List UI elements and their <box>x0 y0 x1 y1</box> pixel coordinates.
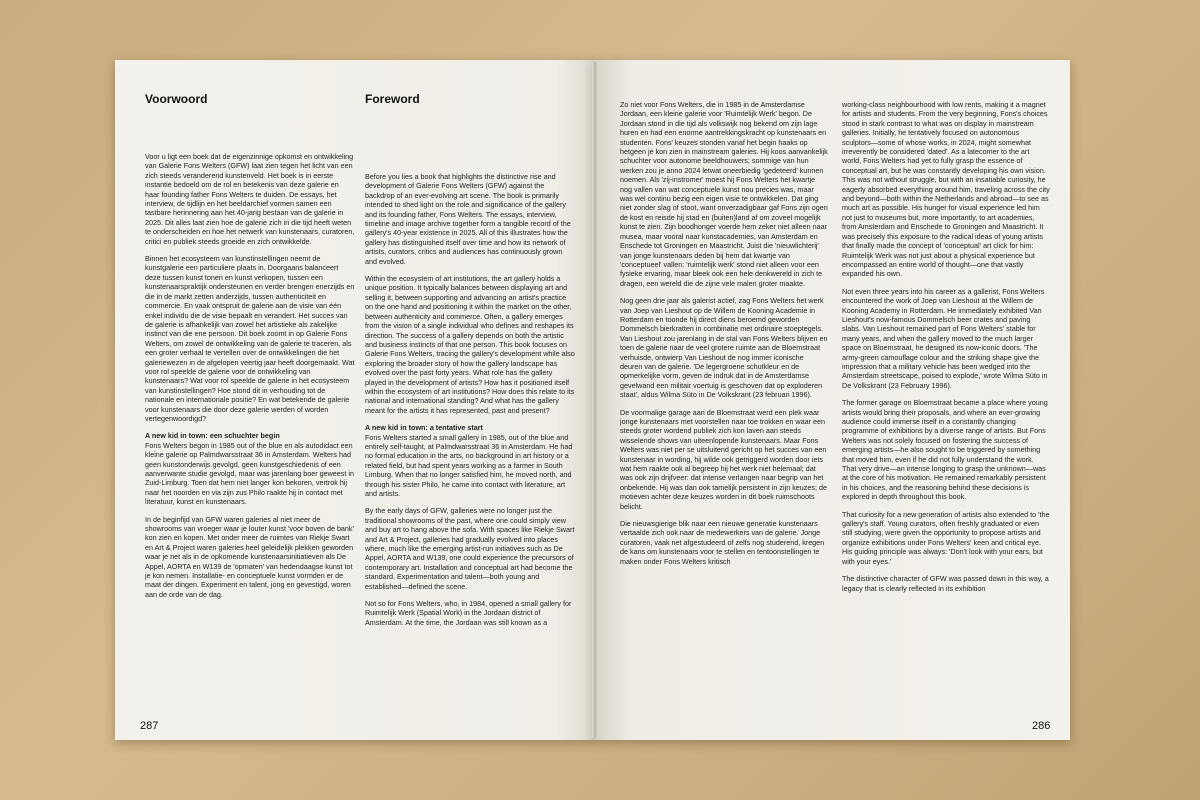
column-dutch-left <box>145 152 355 717</box>
column-english-right <box>842 100 1050 717</box>
paragraph: Die nieuwsgierige blik naar een nieuwe generatie kunstenaars vertaalde zich ook naar de medewerkers van de galerie. Jonge curatoren, vaak net afgestudeerd of zelfs nog studerend, kregen de kans om kunstenaars voor te stellen en tentoonstellingen te maken onder Fons Welters kritisch <box>620 519 825 566</box>
paragraph: The distinctive character of GFW was passed down in this way, a legacy that is clearly reflected in its exhibition <box>842 574 1049 593</box>
paragraph: Fons Welters begon in 1985 out of the blue en als autodidact een kleine galerie op Palmdwarsstraat 36 in Amsterdam. Welters had geen kunstonderwijs gevolgd, geen kunstgeschiedenis of een aanverwante studie gevolgd, maar was jarenlang boer geweest in Zuid-Limburg. Toen dat hem niet langer kon bekoren, vertrok hij naar het noorden en via zijn zus Philo raakte hij in contact met literatuur, kunst en kunstenaars. <box>145 440 354 507</box>
paragraph: De voormalige garage aan de Bloemstraat werd een plek waar jonge kunstenaars met voorstellen naar toe trokken en waar een steeds groter wordend publiek zich kon laven aan steeds wisselende shows van uiteenlopende kunstenaars. Maar Fons Welters was niet per se uitsluitend gericht op het succes van een kunstenaar in wording, hij wilde ook getriggerd worden door iets wat hem raakte ook al begreep hij het werk niet helemaal; dat was ook zijn drijfveer: dat intense verlangen naar begrip van het onbekende. Hij was dan ook tamelijk persistent in zijn keuzes; de motieven achter deze keuzes worden in dit boek ruimschoots belicht. <box>620 407 827 511</box>
paragraph: Nog geen drie jaar als galerist actief, zag Fons Welters het werk van Joep van Lieshout op de Willem de Kooning Academie in Rotterdam en toonde hij direct diens beroemd geworden Dommelsch bierkratten in combinatie met ordinaire stoeptegels. Van Lieshout zou jarenlang in de stal van Fons Welters blijven en toen de galerie naar de veel grotere ruimte aan de Bloemstraat verhuisde, ontwierp Van Lieshout de nog immer iconische deuren van de galerie. 'De legergroene schutkleur en de opmerkelijke vorm, geven de indruk dat in de Amsterdamse gevelwand een militair voertuig is geschoven dat op exploderen staat', aldus Wilma Süto in De Volkskrant (23 februari 1996). <box>620 296 828 400</box>
column-english-left <box>365 172 575 717</box>
paragraph: Voor u ligt een boek dat de eigenzinnige opkomst en ontwikkeling van Galerie Fons Welters (GFW) laat zien tegen het licht van een zich steeds veranderend kunstenveld. Het boek is in eerste instantie bedoeld om de rol en betekenis van deze galerie en haar founding father Fons Welters te duiden. De essays, het interview, de tijdlijn en het beeldarchief vormen samen een tastbare herinnering aan het 40-jarig bestaan van de galerie in 2025. Dit alles laat zien hoe de galerie zich in die tijd heeft weten te onderscheiden en hoe het netwerk van kunstenaars, curatoren, critici en publiek steeds groeide en zich ontwikkelde. <box>145 152 355 246</box>
column-dutch-right <box>620 100 828 717</box>
paragraph: working-class neighbourhood with low rents, making it a magnet for artists and students. From the very beginning, Fons's choices stood in stark contrast to what was on display in mainstream galleries. Initially, he tentatively focused on autonomous sculptors—some of whose works, in 2024, might somewhat irreverently be considered 'dated'. As a latecomer to the art world, Fons Welters had yet to fully grasp the essence of conceptual art, but he was constantly developing his own vision. This was not without struggle, but with an insatiable curiosity, he eagerly absorbed everything around him, traveling across the city and beyond—both within the Netherlands and abroad—to see as much art as possible. His hunger for visual experience led him not just to museums but, more importantly, to art academies, from Amsterdam and Enschede to Groningen and Maastricht. It was precisely this exposure to the radical ideas of young artists that finally made the concept of 'conceptual' art click for him: Ruimtelijk Werk was not just about a physical experience but encompassed an entire world of thought—one that vastly expanded his own. <box>842 100 1050 279</box>
heading-foreword: Foreword <box>365 92 420 106</box>
paragraph: Within the ecosystem of art institutions, the art gallery holds a unique position. It typically balances between displaying art and selling it, between supporting and advancing an artist's practice on the one hand and positioning it within the market on the other, between authenticity and commerce. Often, a gallery emerges from the vision of a single individual who defines and reshapes its direction. The success of a gallery depends on both the artistic and business instincts of that one person. This book focuses on Galerie Fons Welters, tracing the gallery's development while also exploring the broader story of how the gallery landscape has evolved over the past forty years. What role has the gallery played in the development of artists? How has it positioned itself within the ecosystem of art institutions? How does this relate to its national and international standing? And what has the gallery meant for the artists it has represented, past and present? <box>365 274 575 415</box>
paragraph: Before you lies a book that highlights the distinctive rise and development of Galerie Fons Welters (GFW) against the backdrop of an ever-evolving art scene. The book is primarily intended to shed light on the role and significance of the gallery and its founding father, Fons Welters. The essays, interview, timeline and image archive together form a tangible record of the gallery's 40-year existence in 2025. All of this illustrates how the gallery has distinguished itself over time and how its network of artists, curators, critics and audiences has continuously grown and evolved. <box>365 172 571 266</box>
subheading: A new kid in town: a tentative start <box>365 423 483 433</box>
paragraph: Not so for Fons Welters, who, in 1984, opened a small gallery for Ruimtelijk Werk (Spatial Work) in the Jordaan district of Amsterdam. At the time, the Jordaan was still known as a <box>365 599 572 627</box>
paragraph: In de beginfijd van GFW waren galeries al niet meer de showrooms van vroeger waar je louter kunst 'voor boven de bank' kon zien en kopen. Met onder meer de ruimtes van Riekje Swart en Art & Project waren galeries heel geleidelijk plekken geworden waar je net als in de opkomende kunstenaarsinitiatieven als De Appel, AORTA en W139 de 'opmaten' van hedendaagse kunst tot je kon nemen. Installatie- en conceptuele kunst vormden er de maat der dingen. Experiment en talent, jong en gevestigd, woren aan de orde van de dag. <box>145 514 354 599</box>
book-gutter <box>592 62 598 738</box>
page-number-right: 286 <box>1032 720 1051 732</box>
subheading: A new kid in town: een schuchter begin <box>145 431 280 441</box>
page-number-left: 287 <box>140 720 159 732</box>
heading-voorwoord: Voorwoord <box>145 92 208 106</box>
paragraph: By the early days of GFW, galleries were no longer just the traditional showrooms of the past, where one could simply view and buy art to hang above the sofa. With spaces like Riekje Swart and Art & Project, galleries had gradually evolved into places where, much like the emerging artist-run initiatives such as De Appel, AORTA and W139, one could experience the precursors of contemporary art. Installation and conceptual art had become the standard. Experimentation and talent—both young and established—defined the scene. <box>365 506 575 591</box>
paragraph: That curiosity for a new generation of artists also extended to 'the gallery's staff. Young curators, often freshly graduated or even still studying, were given the opportunity to propose artists and organize exhibitions under Fons Welters' keen and critical eye. His guiding principle was always: 'Don't look with your ears, but with your eyes.' <box>842 509 1050 566</box>
paragraph: The former garage on Bloemstraat became a place where young artists would bring their proposals, and where an ever-growing audience could immerse itself in a constantly changing programme of exhibitions by a diverse range of artists. But Fons Welters was not solely focused on fostering the success of emerging artists—he also sought to be triggered by something that moved him, even if he did not fully understand the work. That very drive—an intense longing to grasp the unknown—was at the core of his motivation. He remained remarkably persistent in his choices, and the reasoning behind these decisions is explored in depth throughout this book. <box>842 398 1048 502</box>
paragraph: Binnen het ecosysteem van kunstinstellingen neemt de kunstgalerie een particuliere plaats in. Doorgaans balanceert deze tussen kunst tonen en kunst verkopen, tussen een kunstenaarspraktijk ondersteunen en verder brengen enerzijds en die in de markt zetten anderzijds, tussen authenticiteit en commercie. En vaak ontspruit de galerie aan de visie van één enkel individu die de visie bepaalt en verandert. Het succes van de galerie is afhankelijk van zowel het artistieke als zakelijke instinct van die ene persoon. Dit boek zoomt in op Galerie Fons Welters, om zowel de ontwikkeling van de galerie te traceren, als een groter verhaal te vertellen over de ontwikkelingen die het galeriewezen in de afgelopen veertig jaar heeft doorgemaakt. Wat voor rol speelde de galerie voor de ontwikkeling van kunstenaars? Wat voor rol speelde de galerie in het ecosysteem van kunstinstellingen? Hoe stond dit in verhouding tot de nationale en internationale positie? En wat betekende de galerie voor kunstenaars die door deze galerie werden of worden vertegenwoordigd? <box>145 254 355 423</box>
paragraph: Fons Welters started a small gallery in 1985, out of the blue and entirely self-taught, at Palmdwarsstraat 36 in Amsterdam. He had no formal education in the arts, no background in art history or a related field, but had spent years working as a farmer in South Limburg. When that no longer satisfied him, he moved north, and through his sister Philo, he came into contact with literature, art and artists. <box>365 432 573 498</box>
paragraph: Zo niet voor Fons Welters, die in 1985 in de Amsterdamse Jordaan, een kleine galerie voor 'Ruimtelijk Werk' begon. De Jordaan stond in die tijd als volkswijk nog bekend om zijn lage huren en had een enorme aantrekkingskracht op kunstenaars en studenten. Fons' keuzes stonden vanaf het begin haaks op hetgeen je kon zien in mainstream galeries. Hij koos aanvankelijk schuchter voor autonome beeldhouwers; sommige van hun werken zou je anno 2024 letwat oneerbiedig 'gedeteerd' kunnen noemen. Als 'zij-instromer' moest hij Fons Welters het kwartje nog vallen van wat conceptuele kunst nou precies was, maar was wel continu bezig een eigen visie te ontwikkelen. Dat ging niet zonder slag of stoot, want onverzadigbaar gaf Fons zijn ogen de kost en reisde hij stad en (buiten)land af om zoveel mogelijk kunst te zien. Zijn boodhonger voerde hem zeker niet alleen naar musea, maar vooral naar kunstacademies, van Amsterdam en Enschede tot Groningen en Maastricht. Juist die 'nieuwlichterij' van jonge kunstenaars deden bij hem dat kwartje van 'conceptueel' vallen: 'ruimtelijk werk' stond niet alleen voor een fysieke ervaring, maar bleek ook een hele denkwereld in zich te dragen, een wereld die de zijne vele malen groter maakte. <box>620 100 828 288</box>
paragraph: Not even three years into his career as a gallerist, Fons Welters encountered the work of Joep van Lieshout at the Willem de Kooning Academy in Rotterdam. He immediately exhibited Van Lieshout's now-famous Dommelsch beer crates and paving slabs. Van Lieshout remained part of Fons Welters' stable for many years, and when the gallery moved to the much larger space on Bloemstraat, he designed its now-iconic doors. 'The army-green camouflage colour and the striking shape give the impression that a military vehicle has been wedged into the Amsterdam streetscape, poised to explode,' wrote Wilma Süto in De Volkskrant (23 February 1996). <box>842 286 1048 390</box>
